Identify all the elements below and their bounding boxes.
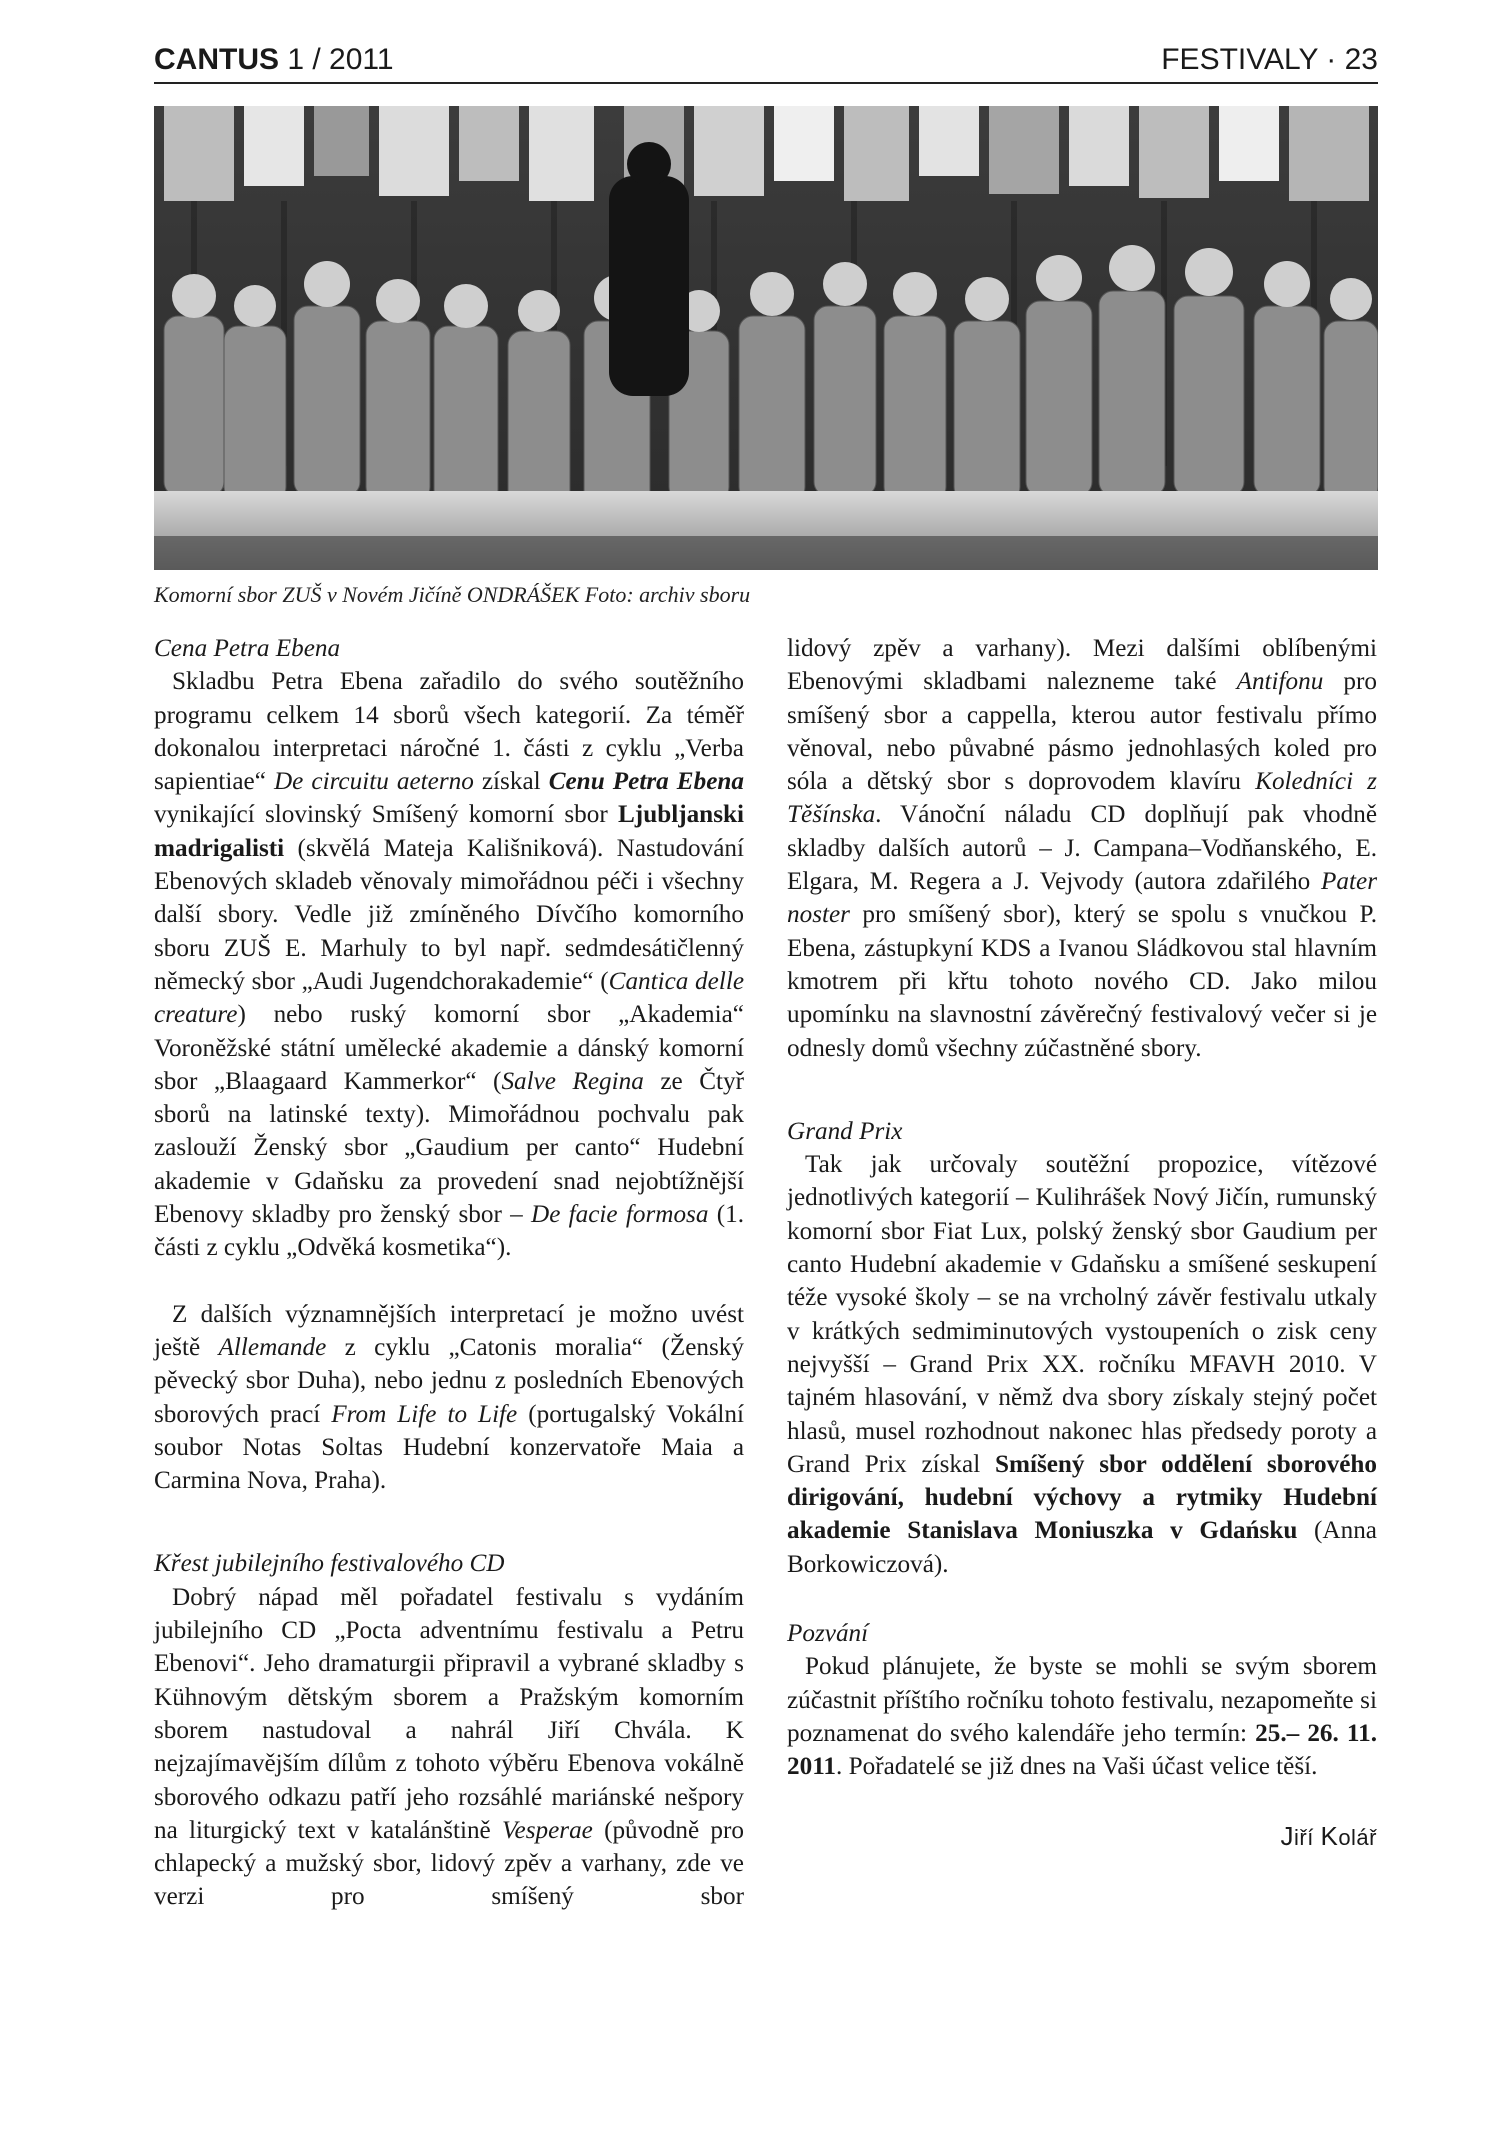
- section-heading-cena: Cena Petra Ebena: [154, 635, 341, 662]
- section-page-label: FESTIVALY · 23: [1161, 43, 1378, 76]
- text-run: (1. části z cyklu „Odvěká kosmetika“).: [154, 1201, 745, 1262]
- left-column: [154, 632, 744, 1914]
- text-run: Cenu Petra Ebena: [548, 768, 744, 796]
- choir-photo: [154, 106, 1378, 570]
- text-run: pro smíšený sbor a cappella, kterou autor festivalu přímo věnoval, nebo půvabné pásmo jednohlasých koled pro sóla a dětský sbor s doprovodem klavíru: [787, 668, 1377, 796]
- paragraph-cena-2: [154, 1298, 744, 1498]
- text-run: Salve Regina: [501, 1067, 644, 1095]
- magazine-name: CANTUS: [154, 43, 279, 76]
- text-run: . Vánoční náladu CD doplňují pak vhodně skladby dalších autorů – J. Campana–Vodňanského, E. Elgara, M. Regera a J. Vejvody (autora zdařilého: [787, 801, 1377, 896]
- text-run: získal: [473, 768, 549, 796]
- text-run: Dobrý nápad měl pořadatel festivalu s vydáním jubilejního CD „Pocta adventnímu festivalu a Petru Ebenovi“. Jeho dramaturgii připravil a vybrané skladby s Kühnovým dětským sborem a Pražským komorním sborem nastudoval a nahrál Jiří Chvála. K nejzajímavějším dílům z tohoto výběru Ebenova vokálně sborového odkazu patří jeho rozsáhlé mariánské nešpory na liturgický text v katalánštině: [154, 1583, 744, 1844]
- text-run: (skvělá Mateja Kališniková). Nastudování Ebenových skladeb věnovaly mimořádnou péči i všechny další sbory. Vedle již zmíněného Dívčího komorního sboru ZUŠ E. Marhuly to byl např. sedmdesátičlenný německý sbor „Audi Jugendchorakademie“ (: [154, 834, 744, 995]
- section-heading-pozvani: Pozvání: [787, 1620, 869, 1648]
- text-run: pro smíšený sbor), který se spolu s vnučkou P. Ebena, zástupkyní KDS a Ivanou Sládkovou stal hlavním kmotrem při křtu tohoto nového CD. Jako milou upomínku na slavnostní závěrečný festivalový večer si je odnesly domů všechny zúčastněné sbory.: [787, 901, 1377, 1062]
- paragraph-cena-1: [154, 665, 744, 1264]
- text-run: Pokud plánujete, že byste se mohli se svým sborem zúčastnit příštího ročníku tohoto festivalu, nezapomeňte si poznamenat do svého kalendáře jeho termín:: [787, 1653, 1377, 1747]
- paragraph-grand-prix: [787, 1148, 1377, 1581]
- text-run: Z dalších významnějších interpretací je možno uvést ještě: [154, 1300, 744, 1361]
- text-run: 25.– 26. 11. 2011: [787, 1719, 1377, 1781]
- choir-photo-illustration: [154, 106, 1378, 570]
- text-run: ) nebo ruský komorní sbor „Akademia“ Voroněžské státní umělecké akademie a dánský komorní sbor „Blaagaard Kammerkor“ (: [154, 1001, 744, 1095]
- text-run: ze Čtyř sborů na latinské texty). Mimořádnou pochvalu pak zaslouží Ženský sbor „Gaudium per canto“ Hudební akademie v Gdaňsku za provedení snad nejobtížnější Ebenovy skladby pro ženský sbor –: [154, 1067, 744, 1229]
- text-run: De circuitu aeterno: [273, 768, 474, 796]
- text-run: Pater noster: [787, 868, 1377, 929]
- text-run: Smíšený sbor oddělení sborového dirigování, hudební výchovy a rytmiky Hudební akademie Stanislava Moniuszka v Gdańsku: [787, 1450, 1377, 1545]
- issue-number: 1 / 2011: [287, 43, 394, 76]
- text-run: (Anna Borkowiczová).: [787, 1517, 1377, 1578]
- text-run: z cyklu „Catonis moralia“ (Ženský pěvecký sbor Duha), nebo jednu z posledních Ebenových sborových prací: [154, 1333, 744, 1428]
- text-run: Cantica delle creature: [154, 967, 744, 1029]
- paragraph-cd-right: [787, 632, 1377, 1065]
- text-run: Allemande: [218, 1333, 327, 1361]
- magazine-title: [154, 40, 394, 80]
- text-run: Vesperae: [501, 1816, 593, 1844]
- section-heading-grand-prix: Grand Prix: [787, 1117, 903, 1145]
- text-run: From Life to Life: [331, 1400, 518, 1428]
- page-header: [154, 40, 1378, 84]
- text-run: Koledníci z Těšínska: [787, 768, 1377, 829]
- photo-caption: Komorní sbor ZUŠ v Novém Jičíně ONDRÁŠEK Foto: archiv sboru: [154, 582, 751, 607]
- paragraph-pozvani: [787, 1650, 1377, 1783]
- text-run: (původně pro chlapecký a mužský sbor, lidový zpěv a varhany, zde ve verzi pro smíšený sbor: [154, 1816, 744, 1911]
- text-run: Ljubljanski madrigalisti: [154, 801, 744, 862]
- author-signature: Jiří Kolář: [1280, 1820, 1377, 1851]
- paragraph-cd-left: [154, 1581, 744, 1914]
- text-run: Skladbu Petra Ebena zařadilo do svého soutěžního programu celkem 14 sborů všech kategorií. Za téměř dokonalou interpretaci náročné 1. části z cyklu „Verba sapientiae“: [154, 668, 744, 796]
- text-run: . Pořadatelé se již dnes na Vaši účast velice těší.: [836, 1753, 1318, 1781]
- text-run: Tak jak určovaly soutěžní propozice, vítězové jednotlivých kategorií – Kulihrášek Nový Jičín, rumunský komorní sbor Fiat Lux, polský ženský sbor Gaudium per canto Hudební akademie v Gdaňsku a smíšené seskupení téže vysoké školy – se na vrcholný závěr festivalu utkaly v krátkých sedmiminutových vystoupeních o zisk ceny nejvyšší – Grand Prix XX. ročníku MFAVH 2010. V tajném hlasování, v němž dva sbory získaly stejný počet hlasů, musel rozhodnout nakonec hlas předsedy poroty a Grand Prix získal: [787, 1151, 1377, 1478]
- text-run: De facie formosa: [531, 1201, 709, 1229]
- right-column: [787, 632, 1377, 1854]
- text-run: vynikající slovinský Smíšený komorní sbor: [154, 801, 618, 829]
- text-run: (portugalský Vokální soubor Notas Soltas Hudební konzervatoře Maia a Carmina Nova, Praha).: [154, 1400, 744, 1495]
- text-run: lidový zpěv a varhany). Mezi dalšími oblíbenými Ebenovými skladbami nalezneme také: [787, 635, 1377, 696]
- section-heading-cd: Křest jubilejního festivalového CD: [154, 1550, 505, 1578]
- text-run: Antifonu: [1236, 668, 1324, 696]
